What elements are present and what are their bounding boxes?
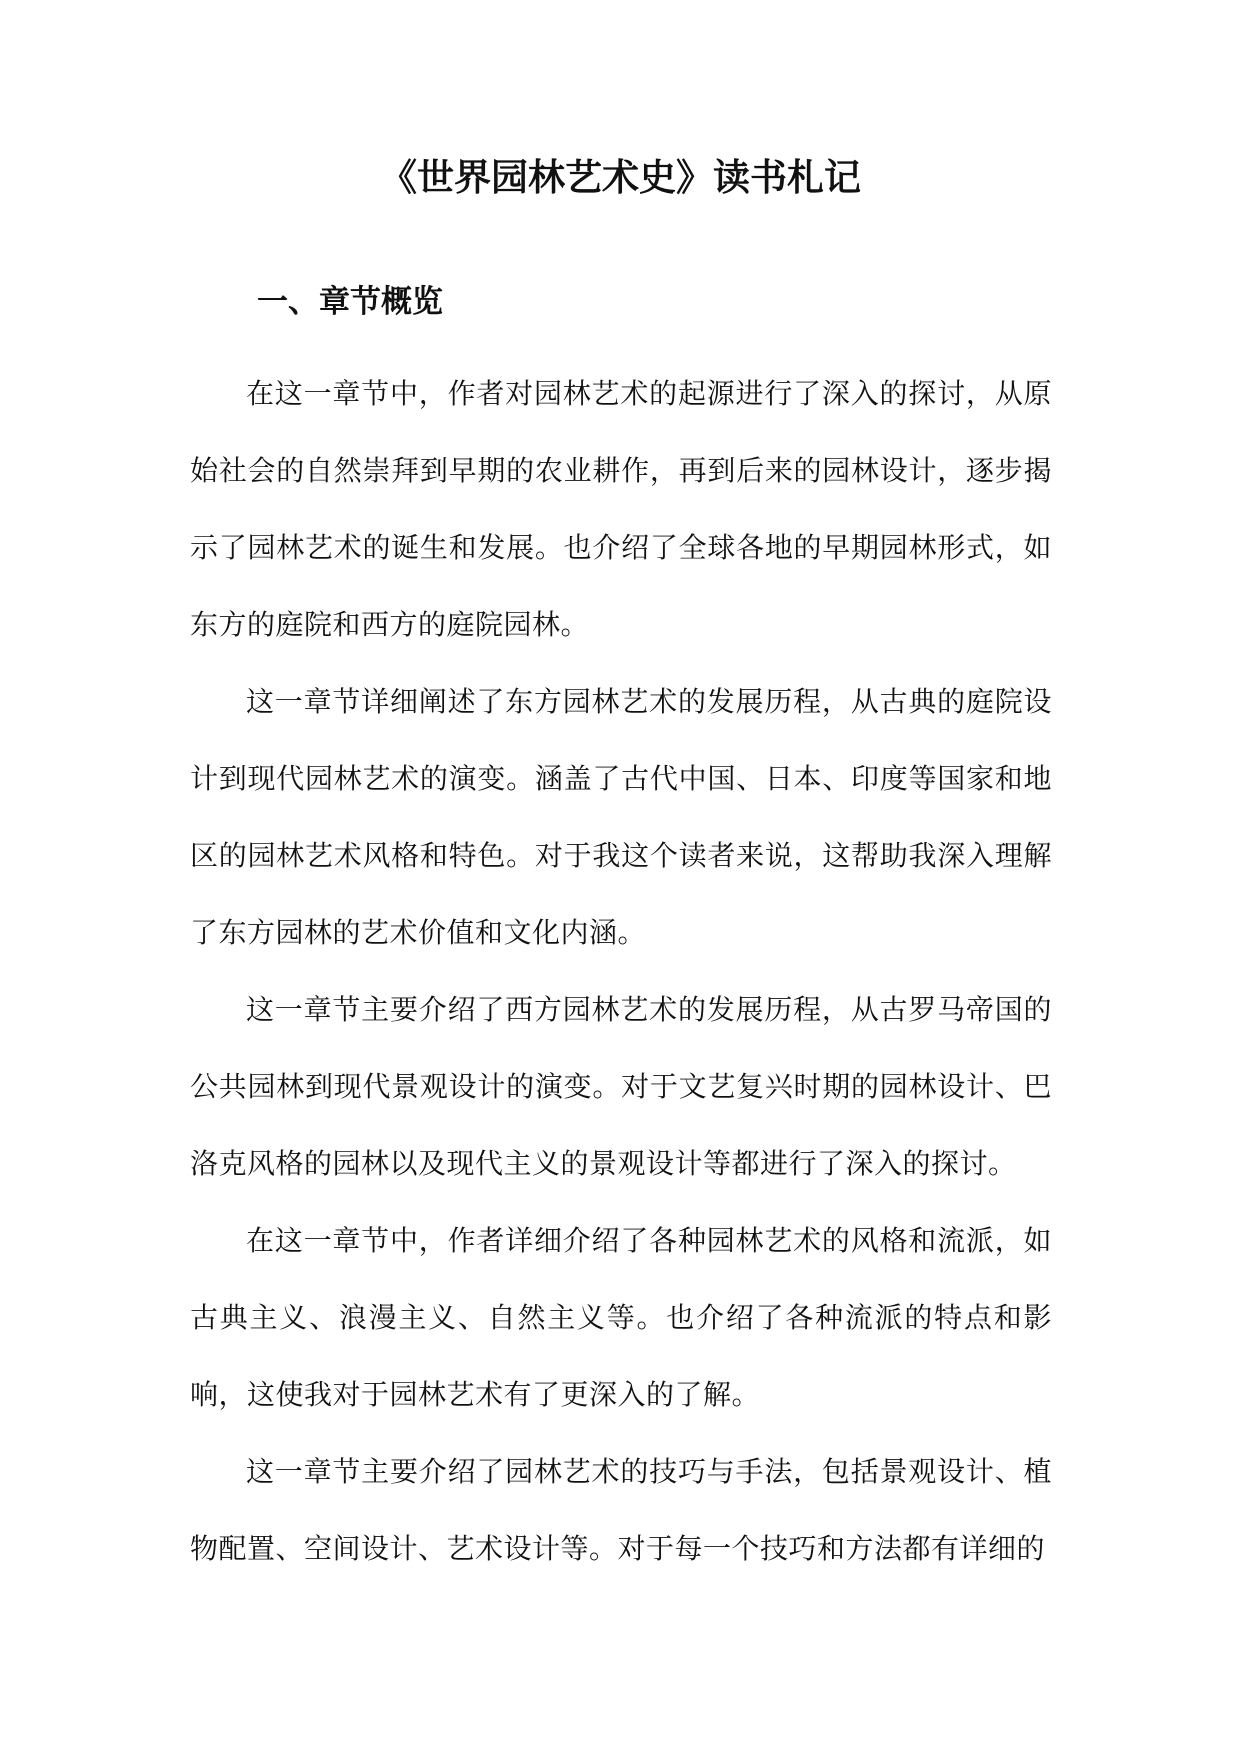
paragraph-2: 这一章节详细阐述了东方园林艺术的发展历程，从古典的庭院设计到现代园林艺术的演变。涵盖了古代中国、日本、印度等国家和地区的园林艺术风格和特色。对于我这个读者来说，这帮助我深入理解了东方园林的艺术价值和文化内涵。 — [190, 685, 1052, 949]
paragraph-3: 这一章节主要介绍了西方园林艺术的发展历程，从古罗马帝国的公共园林到现代景观设计的演变。对于文艺复兴时期的园林设计、巴洛克风格的园林以及现代主义的景观设计等都进行了深入的探讨。 — [190, 993, 1052, 1180]
paragraph-4: 在这一章节中，作者详细介绍了各种园林艺术的风格和流派，如古典主义、浪漫主义、自然主义等。也介绍了各种流派的特点和影响，这使我对于园林艺术有了更深入的了解。 — [190, 1224, 1052, 1411]
paragraph-5: 这一章节主要介绍了园林艺术的技巧与手法，包括景观设计、植物配置、空间设计、艺术设计等。对于每一个技巧和方法都有详细的 — [190, 1455, 1052, 1565]
document-title: 《世界园林艺术史》读书札记 — [380, 155, 861, 199]
paragraph-1: 在这一章节中，作者对园林艺术的起源进行了深入的探讨，从原始社会的自然崇拜到早期的农业耕作，再到后来的园林设计，逐步揭示了园林艺术的诞生和发展。也介绍了全球各地的早期园林形式，如东方的庭院和西方的庭院园林。 — [190, 377, 1052, 641]
section-heading: 一、章节概览 — [257, 284, 443, 320]
body-text — [190, 355, 1052, 1587]
